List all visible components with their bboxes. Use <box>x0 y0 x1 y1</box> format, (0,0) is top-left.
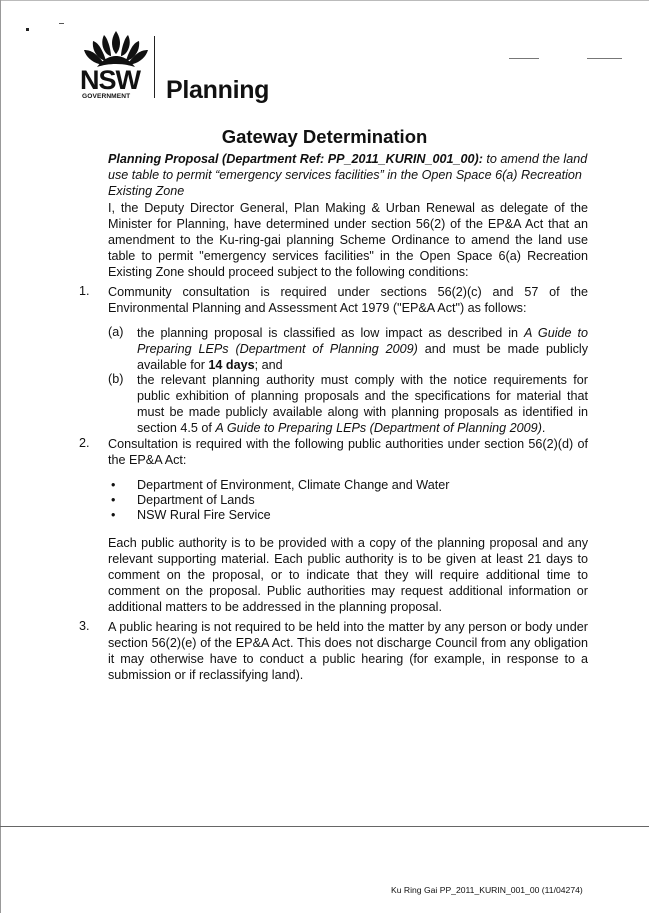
subitem-text-part: ; and <box>254 358 283 372</box>
consultation-followup: Each public authority is to be provided with a copy of the planning proposal and any relevant supporting material. Each public authority is to be given at least 21 days to comment on the proposal, or to indicate that they will require additional time to comment on the proposal. Public authorities may request additional information or additional matters to be addressed in the planning proposal. <box>108 536 588 614</box>
government-logo-text: GOVERNMENT <box>82 93 131 100</box>
subitem-text-part: . <box>541 421 546 435</box>
proposal-reference: Planning Proposal (Department Ref: PP_2011_KURIN_001_00): <box>108 152 483 166</box>
scan-speck <box>26 28 29 31</box>
proposal-subtitle <box>108 151 600 199</box>
intro-paragraph: I, the Deputy Director General, Plan Making & Urban Renewal as delegate of the Minister for Planning, have determined under section 56(2) of the EP&A Act that an amendment to the Ku-ring-gai planning Scheme Ordinance to amend the land use table to permit "emergency services facilities" in the Open Space 6(a) Recreation Existing Zone should proceed subject to the following conditions: <box>108 201 588 279</box>
nsw-logo-text: NSW <box>80 65 140 95</box>
authority-list-item: Department of Environment, Climate Change and Water <box>137 478 450 492</box>
condition-number: 1. <box>79 284 90 298</box>
scan-top-edge <box>0 0 649 1</box>
subitem-text-part: the relevant planning authority must comply with the notice requirements for public exhibition of planning proposals and the specifications for material that must be made publicly available along with planning proposals as identified in section 4.5 of <box>137 373 588 435</box>
guide-reference: A Guide to Preparing LEPs (Department of Planning 2009) <box>137 326 588 356</box>
subitem-label: (b) <box>108 372 124 386</box>
bullet-icon: • <box>111 478 116 492</box>
authority-list-item: Department of Lands <box>137 493 255 507</box>
condition-number: 3. <box>79 619 90 633</box>
condition-text: A public hearing is not required to be held into the matter by any person or body under section 56(2)(e) of the EP&A Act. This does not discharge Council from any obligation it may otherwise have to conduct a public hearing (for example, in response to a submission or if reclassifying land). <box>108 620 588 682</box>
authority-list-item: NSW Rural Fire Service <box>137 508 271 522</box>
condition-number: 2. <box>79 436 90 450</box>
subitem-text <box>137 325 588 373</box>
proposal-description: to amend the land use table to permit “emergency services facilities” in the Open Space 6(a) Recreation Existing Zone <box>108 152 588 198</box>
bullet-icon: • <box>111 508 116 522</box>
footer-reference: Ku Ring Gai PP_2011_KURIN_001_00 (11/04274) <box>391 885 583 895</box>
footer-rule <box>0 826 649 827</box>
condition-text: Community consultation is required under sections 56(2)(c) and 57 of the Environmental Planning and Assessment Act 1979 ("EP&A Act") as follows: <box>108 285 588 315</box>
department-name: Planning <box>166 76 270 104</box>
subitem-label: (a) <box>108 325 124 339</box>
bullet-icon: • <box>111 493 116 507</box>
condition-text: Consultation is required with the following public authorities under section 56(2)(d) of the EP&A Act: <box>108 437 588 467</box>
exhibition-period: 14 days <box>208 358 255 372</box>
subitem-text-part: and must be made publicly available for <box>137 342 589 372</box>
scan-speck <box>59 23 64 24</box>
logo-divider <box>154 36 155 98</box>
guide-reference: A Guide to Preparing LEPs (Department of Planning 2009) <box>215 421 542 435</box>
subitem-text-part: the planning proposal is classified as low impact as described in <box>137 326 524 340</box>
scan-mark <box>587 58 622 59</box>
subitem-text <box>137 372 588 436</box>
document-title: Gateway Determination <box>221 126 428 147</box>
scan-mark <box>509 58 539 59</box>
